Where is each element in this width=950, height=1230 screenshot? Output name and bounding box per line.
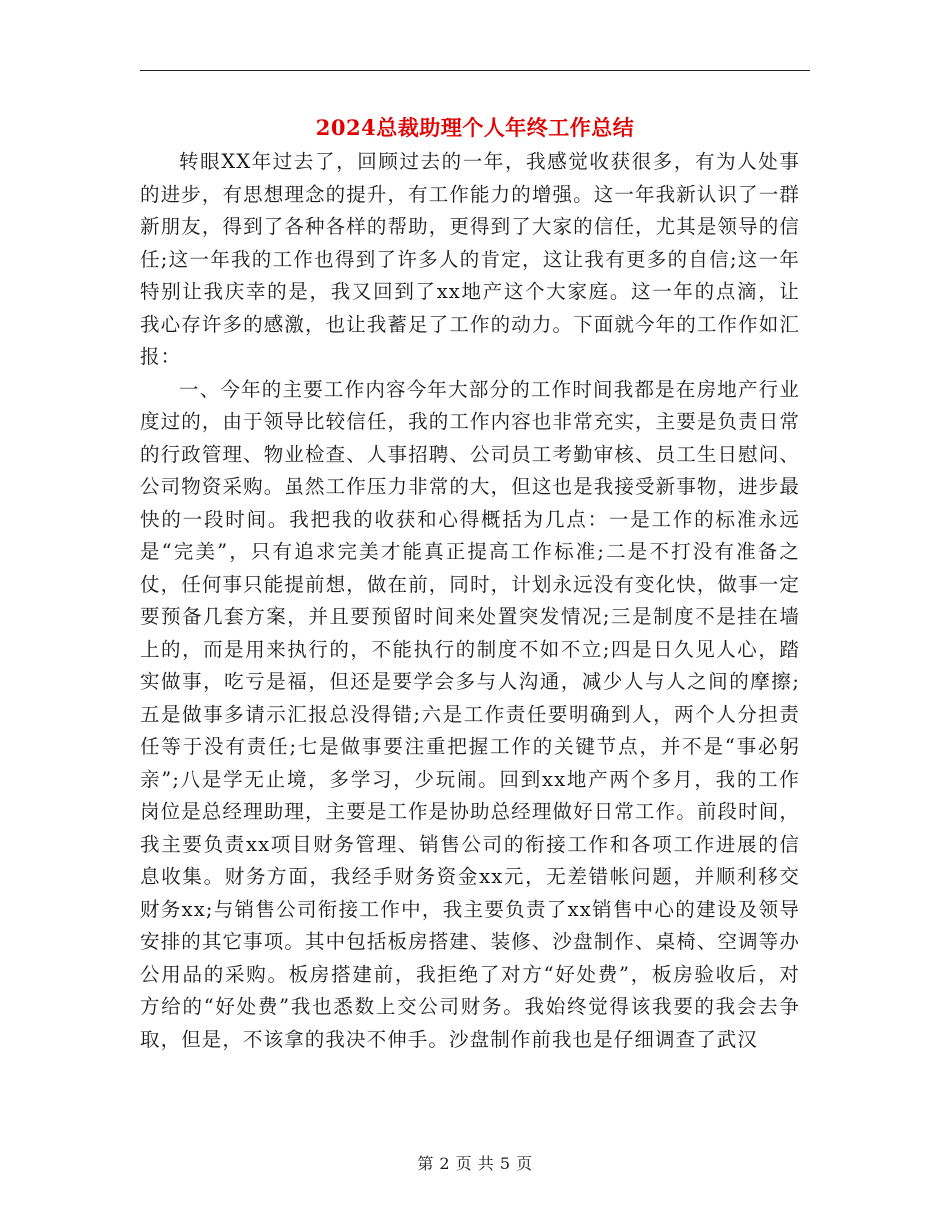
paragraph-main-work: 一、今年的主要工作内容今年大部分的工作时间我都是在房地产行业度过的，由于领导比较信任，我的工作内容也非常充实，主要是负责日常的行政管理、物业检查、人事招聘、公司员工考勤审核、员工生日慰问、公司物资采购。虽然工作压力非常的大，但这也是我接受新事物，进步最快的一段时间。我把我的收获和心得概括为几点：一是工作的标准永远是“完美”，只有追求完美才能真正提高工作标准;二是不打没有准备之仗，任何事只能提前想，做在前，同时，计划永远没有变化快，做事一定要预备几套方案，并且要预留时间来处置突发情况;三是制度不是挂在墙上的，而是用来执行的，不能执行的制度不如不立;四是日久见人心，踏实做事，吃亏是福，但还是要学会多与人沟通，减少人与人之间的摩擦;五是做事多请示汇报总没得错;六是工作责任要明确到人，两个人分担责任等于没有责任;七是做事要注重把握工作的关键节点，并不是“事必躬亲”;八是学无止境，多学习，少玩闹。回到xx地产两个多月，我的工作岗位是总经理助理，主要是工作是协助总经理做好日常工作。前段时间，我主要负责xx项目财务管理、销售公司的衔接工作和各项工作进展的信息收集。财务方面，我经手财务资金xx元，无差错帐问题，并顺利移交财务xx;与销售公司衔接工作中，我主要负责了xx销售中心的建设及领导安排的其它事项。其中包括板房搭建、装修、沙盘制作、桌椅、空调等办公用品的采购。板房搭建前，我拒绝了对方“好处费”，板房验收后，对方给的“好处费”我也悉数上交公司财务。我始终觉得该我要的我会去争取，但是，不该拿的我决不伸手。沙盘制作前我也是仔细调查了武汉 (140, 377, 800, 1051)
page-number: 第 2 页 共 5 页 (417, 1154, 533, 1173)
header-rule (140, 70, 810, 71)
document-body (140, 146, 800, 1056)
paragraph-intro: 转眼XX年过去了，回顾过去的一年，我感觉收获很多，有为人处事的进步，有思想理念的提升，有工作能力的增强。这一年我新认识了一群新朋友，得到了各种各样的帮助，更得到了大家的信任，尤其是领导的信任;这一年我的工作也得到了许多人的肯定，这让我有更多的自信;这一年特别让我庆幸的是，我又回到了xx地产这个大家庭。这一年的点滴，让我心存许多的感激，也让我蓄足了工作的动力。下面就今年的工作作如汇报： (140, 150, 800, 368)
document-title: 2024总裁助理个人年终工作总结 (315, 115, 635, 140)
